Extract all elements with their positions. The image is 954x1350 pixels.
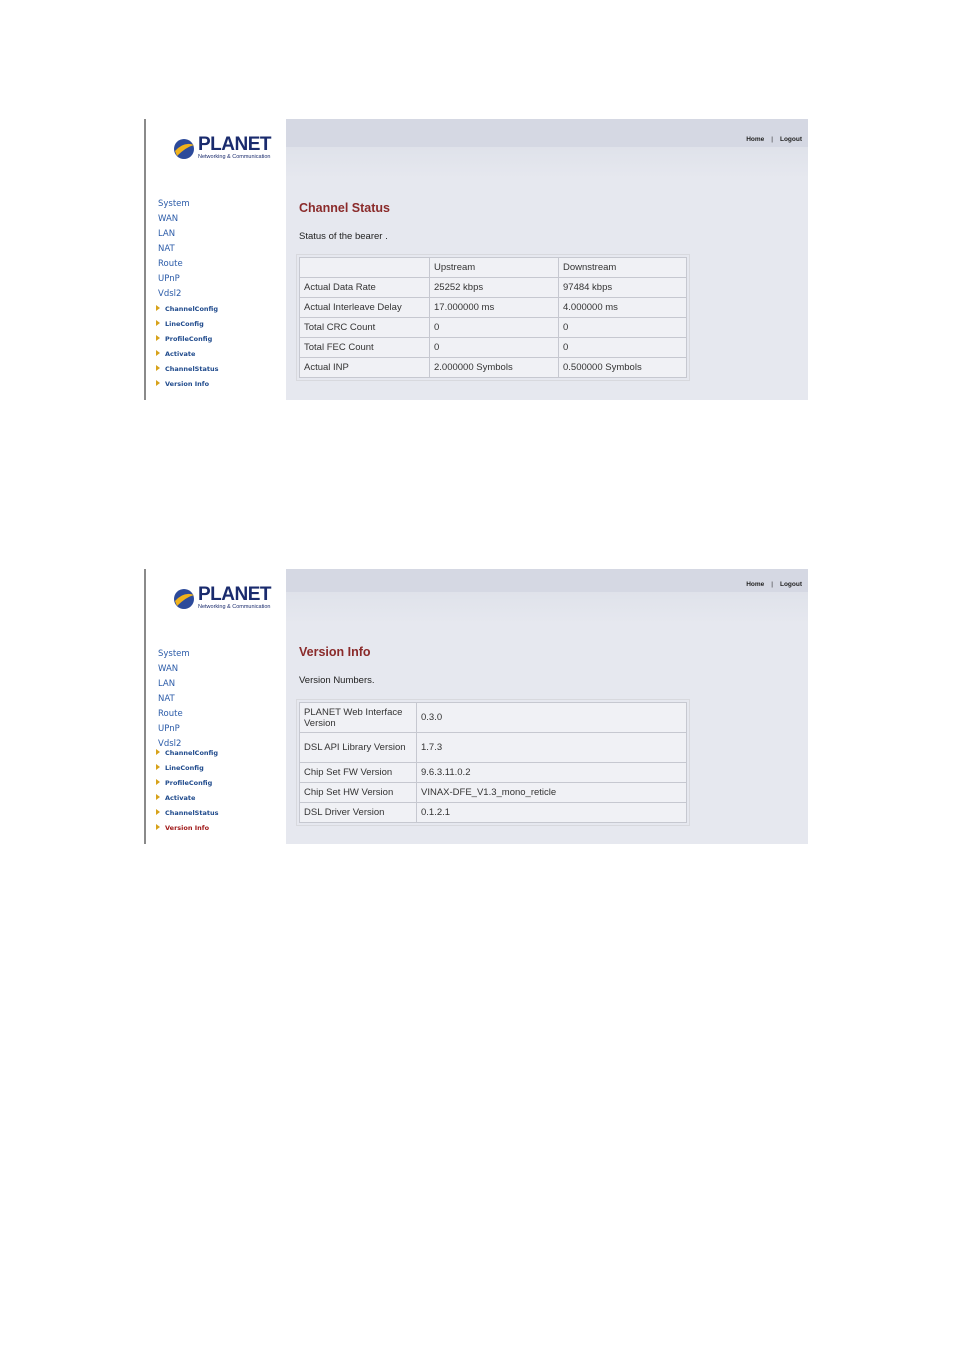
row-label: Chip Set HW Version xyxy=(300,783,417,803)
vdsl2-submenu xyxy=(156,302,218,392)
brand-tagline: Networking & Communication xyxy=(198,154,271,160)
row-value: 0.3.0 xyxy=(417,703,687,733)
arrow-right-icon xyxy=(156,320,160,326)
table-row xyxy=(300,803,687,823)
planet-globe-icon xyxy=(172,587,196,611)
submenu-item-profileconfig[interactable]: ProfileConfig xyxy=(156,776,218,791)
home-link[interactable]: Home xyxy=(746,581,765,588)
upstream-value: 25252 kbps xyxy=(430,278,559,298)
version-info-table xyxy=(299,702,687,823)
downstream-value: 97484 kbps xyxy=(559,278,687,298)
main-menu xyxy=(158,197,190,302)
arrow-right-icon xyxy=(156,365,160,371)
menu-item-route[interactable]: Route xyxy=(158,709,183,719)
main-menu xyxy=(158,647,190,752)
menu-item-nat[interactable]: NAT xyxy=(158,694,175,704)
downstream-value: 0 xyxy=(559,338,687,358)
upstream-value: 2.000000 Symbols xyxy=(430,358,559,378)
brand-name: PLANET xyxy=(198,134,271,155)
page-title: Channel Status xyxy=(299,201,390,215)
downstream-value: 0.500000 Symbols xyxy=(559,358,687,378)
menu-item-vdsl2[interactable]: Vdsl2 xyxy=(158,739,182,749)
top-band xyxy=(286,147,808,179)
menu-item-wan[interactable]: WAN xyxy=(158,664,179,674)
row-label: PLANET Web Interface Version xyxy=(300,703,417,733)
arrow-right-icon xyxy=(156,380,160,386)
row-label: Actual Data Rate xyxy=(300,278,430,298)
brand-tagline: Networking & Communication xyxy=(198,604,271,610)
submenu-item-lineconfig[interactable]: LineConfig xyxy=(156,761,218,776)
menu-item-system[interactable]: System xyxy=(158,649,190,659)
sidebar xyxy=(144,569,288,844)
row-value: 9.6.3.11.0.2 xyxy=(417,763,687,783)
table-row xyxy=(300,338,687,358)
submenu-item-channelstatus[interactable]: ChannelStatus xyxy=(156,806,218,821)
logout-link[interactable]: Logout xyxy=(779,581,802,588)
submenu-item-channelstatus[interactable]: ChannelStatus xyxy=(156,362,218,377)
planet-logo[interactable] xyxy=(171,583,271,613)
page-subtitle: Status of the bearer . xyxy=(299,231,388,242)
menu-item-upnp[interactable]: UPnP xyxy=(158,724,180,734)
top-nav xyxy=(746,581,802,588)
home-link[interactable]: Home xyxy=(746,136,765,143)
top-nav xyxy=(746,136,802,143)
channel-status-screenshot xyxy=(144,119,808,400)
arrow-right-icon xyxy=(156,350,160,356)
row-label: DSL API Library Version xyxy=(300,733,417,763)
table-header-row xyxy=(300,258,687,278)
table-row xyxy=(300,733,687,763)
menu-item-lan[interactable]: LAN xyxy=(158,229,176,239)
submenu-item-channelconfig[interactable]: ChannelConfig xyxy=(156,746,218,761)
top-bar xyxy=(286,119,808,147)
planet-globe-icon xyxy=(172,137,196,161)
top-band xyxy=(286,592,808,624)
top-bar xyxy=(286,569,808,592)
arrow-right-icon xyxy=(156,764,160,770)
arrow-right-icon xyxy=(156,305,160,311)
table-row xyxy=(300,298,687,318)
menu-item-wan[interactable]: WAN xyxy=(158,214,179,224)
table-row xyxy=(300,763,687,783)
arrow-right-icon xyxy=(156,824,160,830)
table-row xyxy=(300,318,687,338)
row-label: Chip Set FW Version xyxy=(300,763,417,783)
row-label: Total CRC Count xyxy=(300,318,430,338)
arrow-right-icon xyxy=(156,779,160,785)
row-label: Actual Interleave Delay xyxy=(300,298,430,318)
row-label: Actual INP xyxy=(300,358,430,378)
logout-link[interactable]: Logout xyxy=(779,136,802,143)
submenu-item-activate[interactable]: Activate xyxy=(156,347,218,362)
row-label: Total FEC Count xyxy=(300,338,430,358)
table-row xyxy=(300,358,687,378)
channel-status-table xyxy=(299,257,687,378)
submenu-item-channelconfig[interactable]: ChannelConfig xyxy=(156,302,218,317)
brand-name: PLANET xyxy=(198,584,271,605)
menu-item-lan[interactable]: LAN xyxy=(158,679,176,689)
arrow-right-icon xyxy=(156,749,160,755)
header-cell: Downstream xyxy=(559,258,687,278)
arrow-right-icon xyxy=(156,809,160,815)
table-row xyxy=(300,703,687,733)
menu-item-system[interactable]: System xyxy=(158,199,190,209)
header-cell: Upstream xyxy=(430,258,559,278)
submenu-item-versioninfo[interactable]: Version Info xyxy=(156,377,218,392)
table-row xyxy=(300,278,687,298)
menu-item-nat[interactable]: NAT xyxy=(158,244,175,254)
header-cell xyxy=(300,258,430,278)
main-content xyxy=(286,119,808,400)
submenu-item-profileconfig[interactable]: ProfileConfig xyxy=(156,332,218,347)
page-subtitle: Version Numbers. xyxy=(299,675,375,686)
submenu-item-lineconfig[interactable]: LineConfig xyxy=(156,317,218,332)
vdsl2-submenu xyxy=(156,746,218,836)
planet-logo[interactable] xyxy=(171,133,271,163)
page-title: Version Info xyxy=(299,645,371,659)
menu-item-vdsl2[interactable]: Vdsl2 xyxy=(158,289,182,299)
menu-item-route[interactable]: Route xyxy=(158,259,183,269)
row-value: VINAX-DFE_V1.3_mono_reticle xyxy=(417,783,687,803)
arrow-right-icon xyxy=(156,335,160,341)
row-value: 1.7.3 xyxy=(417,733,687,763)
row-value: 0.1.2.1 xyxy=(417,803,687,823)
main-content xyxy=(286,569,808,844)
table-row xyxy=(300,783,687,803)
row-label: DSL Driver Version xyxy=(300,803,417,823)
downstream-value: 4.000000 ms xyxy=(559,298,687,318)
nav-separator: | xyxy=(771,581,773,588)
version-info-screenshot xyxy=(144,569,808,844)
upstream-value: 17.000000 ms xyxy=(430,298,559,318)
sidebar xyxy=(144,119,288,400)
submenu-item-activate[interactable]: Activate xyxy=(156,791,218,806)
upstream-value: 0 xyxy=(430,318,559,338)
upstream-value: 0 xyxy=(430,338,559,358)
nav-separator: | xyxy=(771,136,773,143)
downstream-value: 0 xyxy=(559,318,687,338)
menu-item-upnp[interactable]: UPnP xyxy=(158,274,180,284)
submenu-item-versioninfo[interactable]: Version Info xyxy=(156,821,218,836)
arrow-right-icon xyxy=(156,794,160,800)
